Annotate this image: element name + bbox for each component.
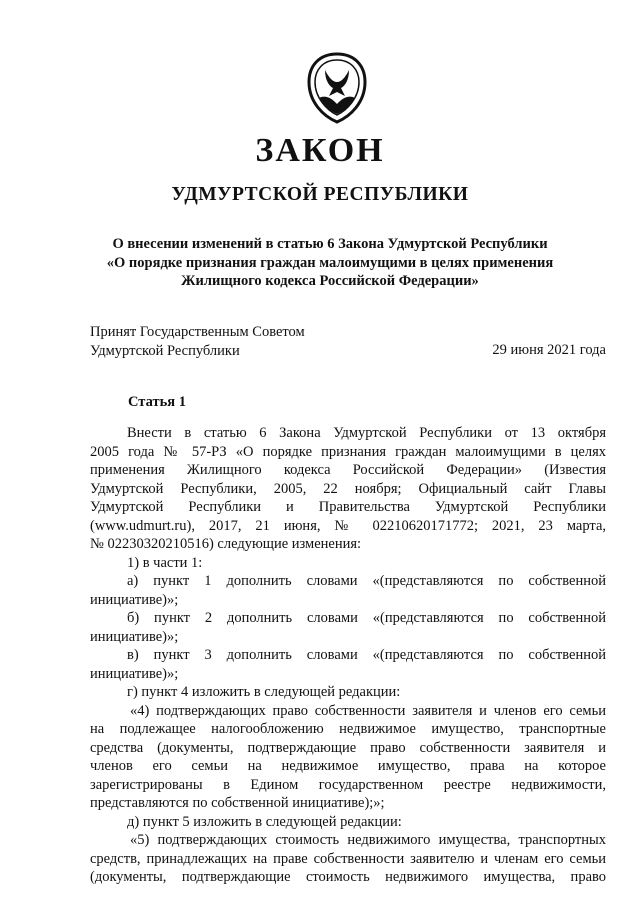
body-line: 2005 года № 57-РЗ «О порядке признания граждан малоимущими в целях [90, 443, 606, 460]
body-line: Удмуртской Республики и Правительства Удмуртской Республики [90, 499, 606, 515]
adoption-date: 29 июня 2021 года [492, 342, 606, 358]
adoption-statement [90, 323, 305, 361]
heading-line: О внесении изменений в статью 6 Закона Удмуртской Республики [112, 236, 548, 252]
body-line: в) пункт 3 дополнить словами «(представляются по собственной [127, 647, 606, 663]
body-line: 1) в части 1: [127, 554, 203, 571]
body-line: «5) подтверждающих стоимость недвижимого имущества, транспортных [130, 832, 606, 848]
body-line: средств, принадлежащих на праве собственности заявителю и членам его семьи [90, 850, 606, 867]
article-title: Статья 1 [128, 394, 186, 410]
body-line: № 02230320210516) следующие изменения: [90, 536, 362, 552]
body-line: инициативе)»; [90, 665, 179, 682]
body-line: а) пункт 1 дополнить словами «(представляются по собственной [127, 573, 606, 589]
adoption-line: Принят Государственным Советом [90, 324, 305, 340]
heading-line: Жилищного кодекса Российской Федерации» [181, 273, 479, 289]
body-line: (документы, подтверждающие стоимость недвижимого имущества, право [90, 869, 606, 885]
heading-line: «О порядке признания граждан малоимущими в целях применения [106, 254, 554, 271]
body-line: д) пункт 5 изложить в следующей редакции: [127, 813, 402, 830]
body-line: Удмуртской Республики, 2005, 22 ноября; Официальный сайт Главы [90, 480, 606, 497]
udmurt-emblem-icon [305, 52, 369, 124]
body-line: (www.udmurt.ru), 2017, 21 июня, № 02210620171772; 2021, 23 марта, [90, 517, 606, 534]
law-title: ЗАКОН [255, 132, 385, 169]
body-line: Внести в статью 6 Закона Удмуртской Республики от 13 октября [127, 425, 606, 441]
body-line: средства (документы, подтверждающие право собственности заявителя и [90, 739, 606, 756]
body-line: представляются по собственной инициативе);»; [90, 795, 385, 811]
body-line: применения Жилищного кодекса Российской Федерации» (Известия [90, 462, 606, 478]
adoption-line: Удмуртской Республики [90, 343, 240, 359]
body-line: «4) подтверждающих право собственности заявителя и членов его семьи [130, 702, 606, 719]
republic-subtitle: УДМУРТСКОЙ РЕСПУБЛИКИ [171, 184, 469, 205]
document-heading [80, 235, 580, 291]
body-line: инициативе)»; [90, 591, 179, 608]
body-line: на подлежащее налогообложению недвижимое имущество, транспортные [90, 721, 606, 737]
body-line: членов его семьи на недвижимое имущество, права на которое [90, 758, 606, 774]
article-body [90, 424, 606, 887]
body-line: б) пункт 2 дополнить словами «(представляются по собственной [127, 610, 606, 626]
body-line: г) пункт 4 изложить в следующей редакции: [127, 684, 401, 700]
body-line: инициативе)»; [90, 628, 179, 645]
body-line: зарегистрированы в Едином государственном реестре недвижимости, [90, 776, 606, 793]
